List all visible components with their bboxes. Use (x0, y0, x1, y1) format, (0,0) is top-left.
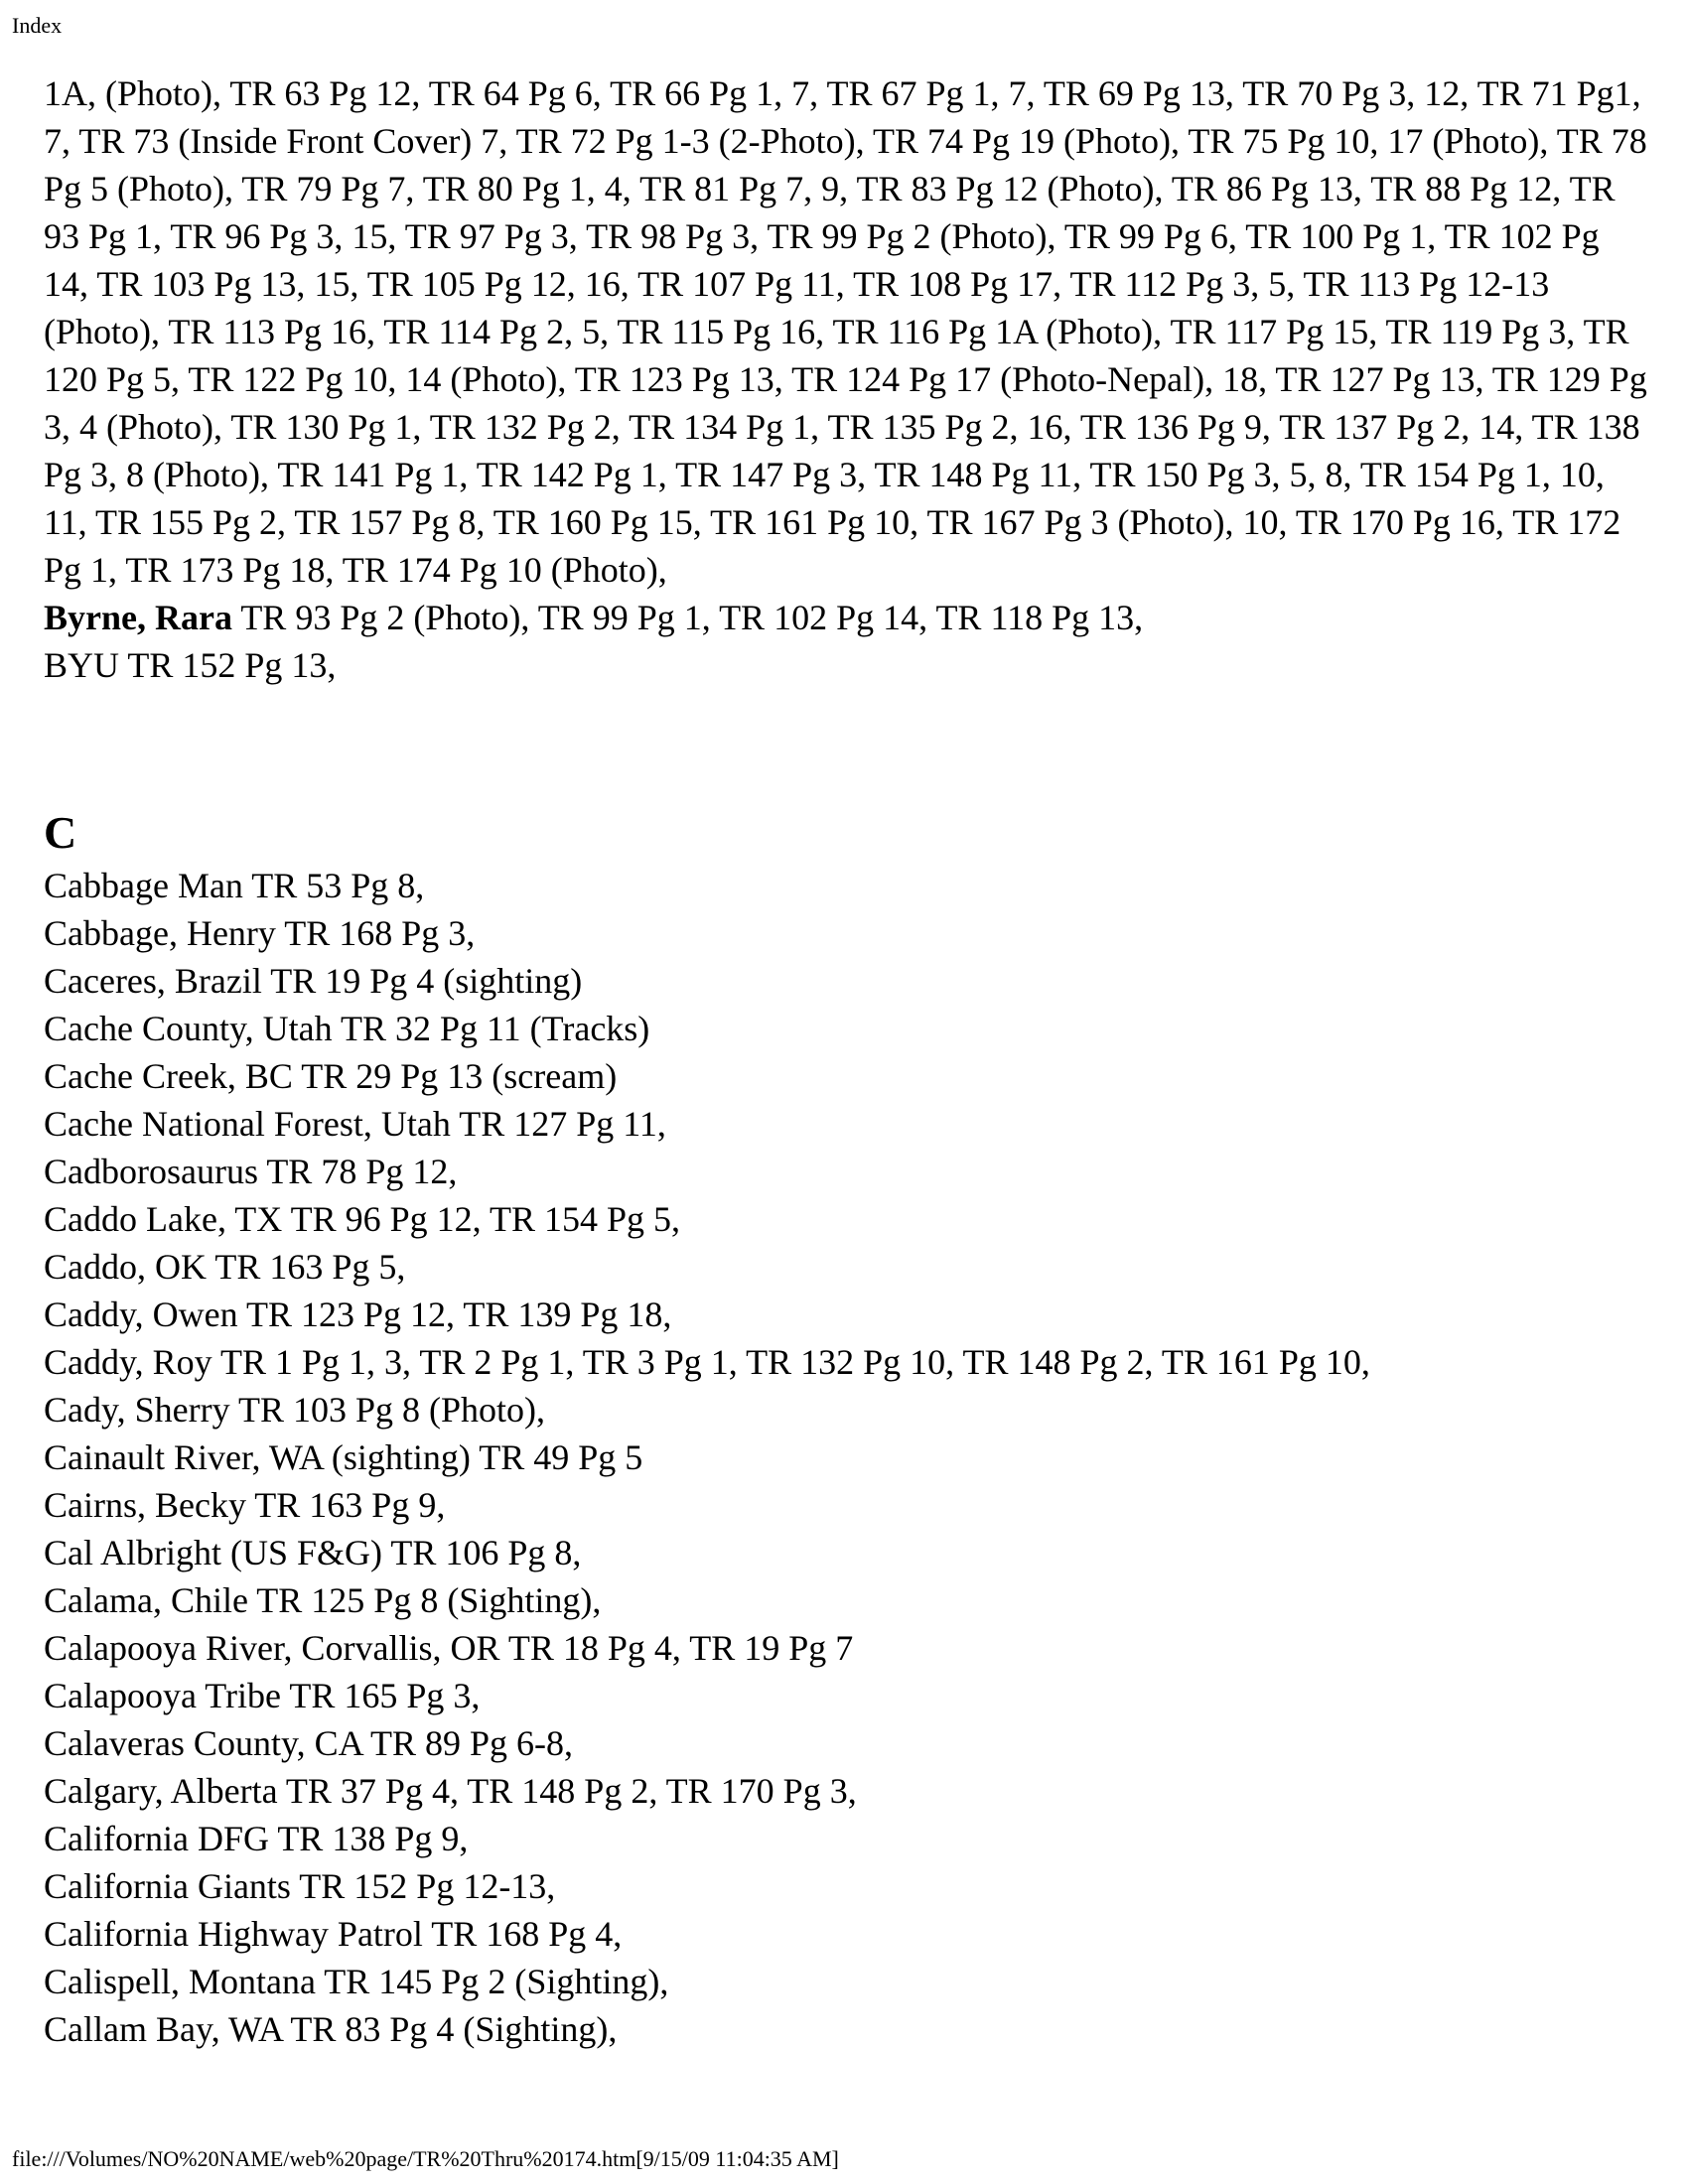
index-entry: Cainault River, WA (sighting) TR 49 Pg 5 (44, 1437, 643, 1477)
index-entry-byu: BYU TR 152 Pg 13, (44, 645, 337, 685)
index-entry-byrne-rara (44, 594, 1652, 641)
index-entry: Calapooya Tribe TR 165 Pg 3, (44, 1676, 481, 1715)
page-header-title: Index (12, 13, 63, 38)
index-entry: Calaveras County, CA TR 89 Pg 6-8, (44, 1723, 573, 1763)
index-content (44, 69, 1652, 2053)
index-entry: California Giants TR 152 Pg 12-13, (44, 1866, 556, 1906)
index-entry: Cal Albright (US F&G) TR 106 Pg 8, (44, 1533, 582, 1572)
index-entry: Caddo, OK TR 163 Pg 5, (44, 1247, 406, 1287)
footer-file-url: file:///Volumes/NO%20NAME/web%20page/TR%20Thru%20174.htm[9/15/09 11:04:35 AM] (12, 2146, 839, 2171)
index-entry: Cache Creek, BC TR 29 Pg 13 (scream) (44, 1056, 618, 1096)
index-entry: Calgary, Alberta TR 37 Pg 4, TR 148 Pg 2, TR 170 Pg 3, (44, 1771, 857, 1811)
index-entry: Cache National Forest, Utah TR 127 Pg 11, (44, 1104, 666, 1144)
entry-name-bold: Byrne, Rara (44, 598, 232, 637)
c-entries-list (44, 862, 1652, 2053)
index-entry: Cady, Sherry TR 103 Pg 8 (Photo), (44, 1390, 546, 1430)
index-entry: Caceres, Brazil TR 19 Pg 4 (sighting) (44, 961, 583, 1001)
index-entry: California DFG TR 138 Pg 9, (44, 1819, 469, 1858)
section-letter-heading: C (44, 807, 77, 858)
entry-references: TR 93 Pg 2 (Photo), TR 99 Pg 1, TR 102 Pg 14, TR 118 Pg 13, (231, 598, 1144, 637)
index-entry: Caddo Lake, TX TR 96 Pg 12, TR 154 Pg 5, (44, 1199, 681, 1239)
index-entry: Cabbage Man TR 53 Pg 8, (44, 866, 425, 905)
index-entry: Calama, Chile TR 125 Pg 8 (Sighting), (44, 1580, 602, 1620)
index-entry: Cabbage, Henry TR 168 Pg 3, (44, 913, 476, 953)
index-entry: Calispell, Montana TR 145 Pg 2 (Sighting), (44, 1962, 669, 2001)
index-entry: Caddy, Roy TR 1 Pg 1, 3, TR 2 Pg 1, TR 3 Pg 1, TR 132 Pg 10, TR 148 Pg 2, TR 161 Pg 10, (44, 1342, 1370, 1382)
index-entry: California Highway Patrol TR 168 Pg 4, (44, 1914, 623, 1954)
index-entry: Cadborosaurus TR 78 Pg 12, (44, 1152, 458, 1191)
index-entry: Cairns, Becky TR 163 Pg 9, (44, 1485, 446, 1525)
index-entry: Callam Bay, WA TR 83 Pg 4 (Sighting), (44, 2009, 618, 2049)
continued-entry-references: 1A, (Photo), TR 63 Pg 12, TR 64 Pg 6, TR 66 Pg 1, 7, TR 67 Pg 1, 7, TR 69 Pg 13, TR 70 Pg 3, 12, TR 71 Pg1, 7, TR 73 (Inside Front Cover) 7, TR 72 Pg 1-3 (2-Photo), TR 74 Pg 19 (Photo), TR 75 Pg 10, 17 (Photo), TR 78 Pg 5 (Photo), TR 79 Pg 7, TR 80 Pg 1, 4, TR 81 Pg 7, 9, TR 83 Pg 12 (Photo), TR 86 Pg 13, TR 88 Pg 12, TR 93 Pg 1, TR 96 Pg 3, 15, TR 97 Pg 3, TR 98 Pg 3, TR 99 Pg 2 (Photo), TR 99 Pg 6, TR 100 Pg 1, TR 102 Pg 14, TR 103 Pg 13, 15, TR 105 Pg 12, 16, TR 107 Pg 11, TR 108 Pg 17, TR 112 Pg 3, 5, TR 113 Pg 12-13 (Photo), TR 113 Pg 16, TR 114 Pg 2, 5, TR 115 Pg 16, TR 116 Pg 1A (Photo), TR 117 Pg 15, TR 119 Pg 3, TR 120 Pg 5, TR 122 Pg 10, 14 (Photo), TR 123 Pg 13, TR 124 Pg 17 (Photo-Nepal), 18, TR 127 Pg 13, TR 129 Pg 3, 4 (Photo), TR 130 Pg 1, TR 132 Pg 2, TR 134 Pg 1, TR 135 Pg 2, 16, TR 136 Pg 9, TR 137 Pg 2, 14, TR 138 Pg 3, 8 (Photo), TR 141 Pg 1, TR 142 Pg 1, TR 147 Pg 3, TR 148 Pg 11, TR 150 Pg 3, 5, 8, TR 154 Pg 1, 10, 11, TR 155 Pg 2, TR 157 Pg 8, TR 160 Pg 15, TR 161 Pg 10, TR 167 Pg 3 (Photo), 10, TR 170 Pg 16, TR 172 Pg 1, TR 173 Pg 18, TR 174 Pg 10 (Photo), (44, 73, 1647, 590)
index-entry: Cache County, Utah TR 32 Pg 11 (Tracks) (44, 1009, 650, 1048)
index-entry: Calapooya River, Corvallis, OR TR 18 Pg 4, TR 19 Pg 7 (44, 1628, 854, 1668)
index-entry: Caddy, Owen TR 123 Pg 12, TR 139 Pg 18, (44, 1295, 672, 1334)
